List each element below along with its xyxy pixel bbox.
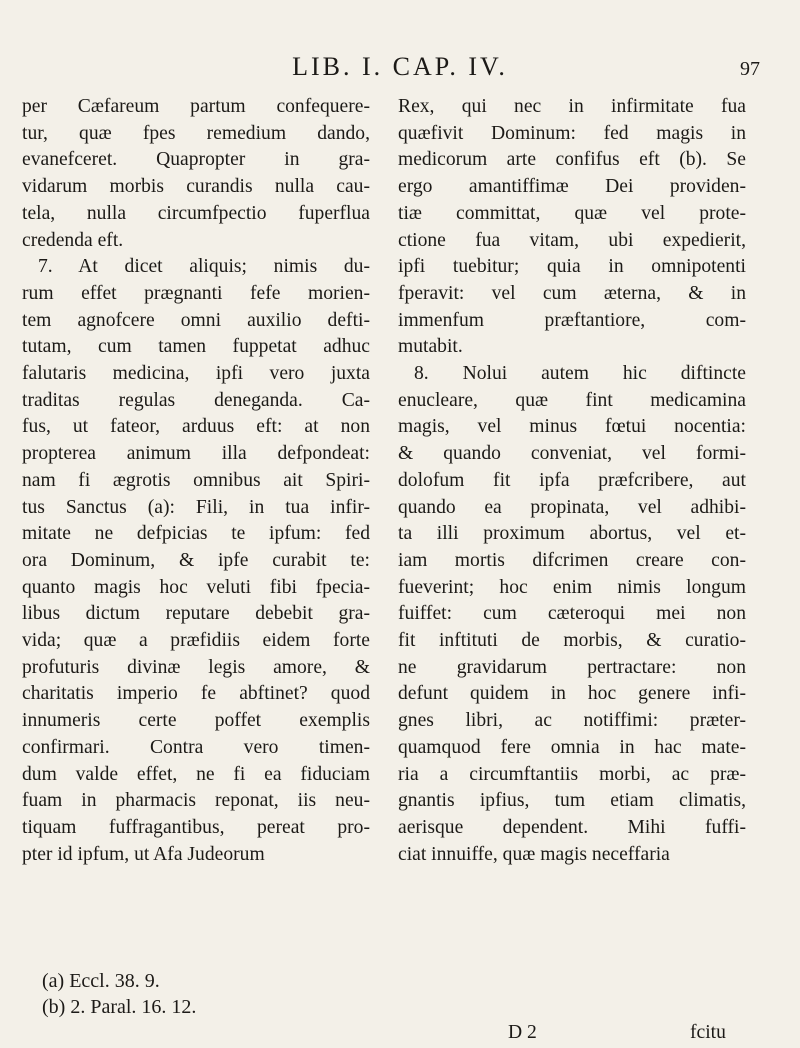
right-column-line: fuiffet: cum cæteroqui mei non [398, 603, 746, 625]
right-column-line: Rex, qui nec in infirmitate fua [398, 96, 746, 117]
running-title: LIB. I. CAP. IV. [292, 52, 508, 81]
page-number: 97 [740, 58, 760, 80]
right-column-line: ria a circumftantiis morbi, ac præ- [398, 763, 746, 785]
catchword: fcitu [690, 1022, 726, 1043]
left-column-line: per Cæfareum partum confequere- [22, 96, 370, 117]
right-column-line: gnantis ipfius, tum etiam climatis, [398, 790, 746, 812]
left-column-line: tus Sanctus (a): Fili, in tua infir- [22, 496, 370, 518]
right-column-line: quæfivit Dominum: fed magis in [398, 122, 746, 144]
left-column-line: falutaris medicina, ipfi vero juxta [22, 363, 370, 385]
right-column-line: mutabit. [398, 336, 463, 358]
right-column-line: fit inftituti de morbis, & curatio- [398, 630, 746, 652]
left-column-line: propterea animum illa defpondeat: [22, 443, 370, 465]
left-column-line: vida; quæ a præfidiis eidem forte [22, 630, 370, 652]
left-column-line: tela, nulla circumfpectio fuperflua [22, 202, 370, 224]
right-column-line: ciat innuiffe, quæ magis neceffaria [398, 843, 670, 865]
left-column-line: confirmari. Contra vero timen- [22, 736, 370, 758]
right-column-line: medicorum arte confifus eft (b). Se [398, 149, 746, 171]
left-column-line: innumeris certe poffet exemplis [22, 710, 370, 732]
right-column-line: iam mortis difcrimen creare con- [398, 549, 746, 571]
left-column-line: fuam in pharmacis reponat, iis neu- [22, 790, 370, 812]
left-column-line: 7. At dicet aliquis; nimis du- [38, 256, 370, 278]
left-column-line: credenda eft. [22, 229, 124, 251]
left-column-line: rum effet prægnanti fefe morien- [22, 282, 370, 304]
right-column-line: ta illi proximum abortus, vel et- [398, 523, 746, 545]
right-column-line: ergo amantiffimæ Dei providen- [398, 176, 746, 198]
left-column-line: traditas regulas deneganda. Ca- [22, 389, 370, 411]
left-column-line: profuturis divinæ legis amore, & [22, 656, 370, 678]
right-column-line: fperavit: vel cum æterna, & in [398, 282, 746, 304]
signature-mark: D 2 [508, 1022, 537, 1043]
right-column-line: enucleare, quæ fint medicamina [398, 389, 746, 411]
running-header [0, 52, 800, 92]
left-column-line: charitatis imperio fe abftinet? quod [22, 683, 370, 705]
left-column-line: ora Dominum, & ipfe curabit te: [22, 549, 370, 571]
right-column-line: immenfum præftantiore, com- [398, 309, 746, 331]
footnotes [42, 968, 196, 1020]
left-column-line: vidarum morbis curandis nulla cau- [22, 176, 370, 198]
footnote-b: (b) 2. Paral. 16. 12. [42, 996, 197, 1018]
left-column-line: evanefceret. Quapropter in gra- [22, 149, 370, 171]
right-column-line: gnes libri, ac notiffimi: præter- [398, 710, 746, 732]
footnote-a: (a) Eccl. 38. 9. [42, 970, 160, 992]
right-column-line: ctione fua vitam, ubi expedierit, [398, 229, 746, 251]
left-column-line: tiquam fuffragantibus, pereat pro- [22, 816, 370, 838]
right-column-line: aerisque dependent. Mihi fuffi- [398, 816, 746, 838]
left-column-line: mitate ne defpicias te ipfum: fed [22, 523, 370, 545]
right-column-line: quamquod fere omnia in hac mate- [398, 736, 746, 758]
left-column-line: tutam, cum tamen fuppetat adhuc [22, 336, 370, 358]
right-column-line: 8. Nolui autem hic diftincte [414, 363, 746, 385]
right-column-line: ipfi tuebitur; quia in omnipotenti [398, 256, 746, 278]
left-column-line: quanto magis hoc veluti fibi fpecia- [22, 576, 370, 598]
left-column-line: dum valde effet, ne fi ea fiduciam [22, 763, 370, 785]
left-column [22, 94, 370, 868]
right-column-line: magis, vel minus fœtui nocentia: [398, 416, 746, 438]
right-column-line: quando ea propinata, vel adhibi- [398, 496, 746, 518]
right-column-line: & quando conveniat, vel formi- [398, 443, 746, 465]
right-column-line: ne gravidarum pertractare: non [398, 656, 746, 678]
left-column-line: libus dictum reputare debebit gra- [22, 603, 370, 625]
left-column-line: tur, quæ fpes remedium dando, [22, 122, 370, 144]
left-column-line: nam fi ægrotis omnibus ait Spiri- [22, 469, 370, 491]
right-column-line: defunt quidem in hoc genere infi- [398, 683, 746, 705]
left-column-line: fus, ut fateor, arduus eft: at non [22, 416, 370, 438]
right-column-line: tiæ committat, quæ vel prote- [398, 202, 746, 224]
right-column-line: dolofum fit ipfa præfcribere, aut [398, 469, 746, 491]
right-column-line: fueverint; hoc enim nimis longum [398, 576, 746, 598]
left-column-line: tem agnofcere omni auxilio defti- [22, 309, 370, 331]
left-column-line: pter id ipfum, ut Afa Judeorum [22, 843, 265, 865]
right-column [398, 94, 746, 868]
